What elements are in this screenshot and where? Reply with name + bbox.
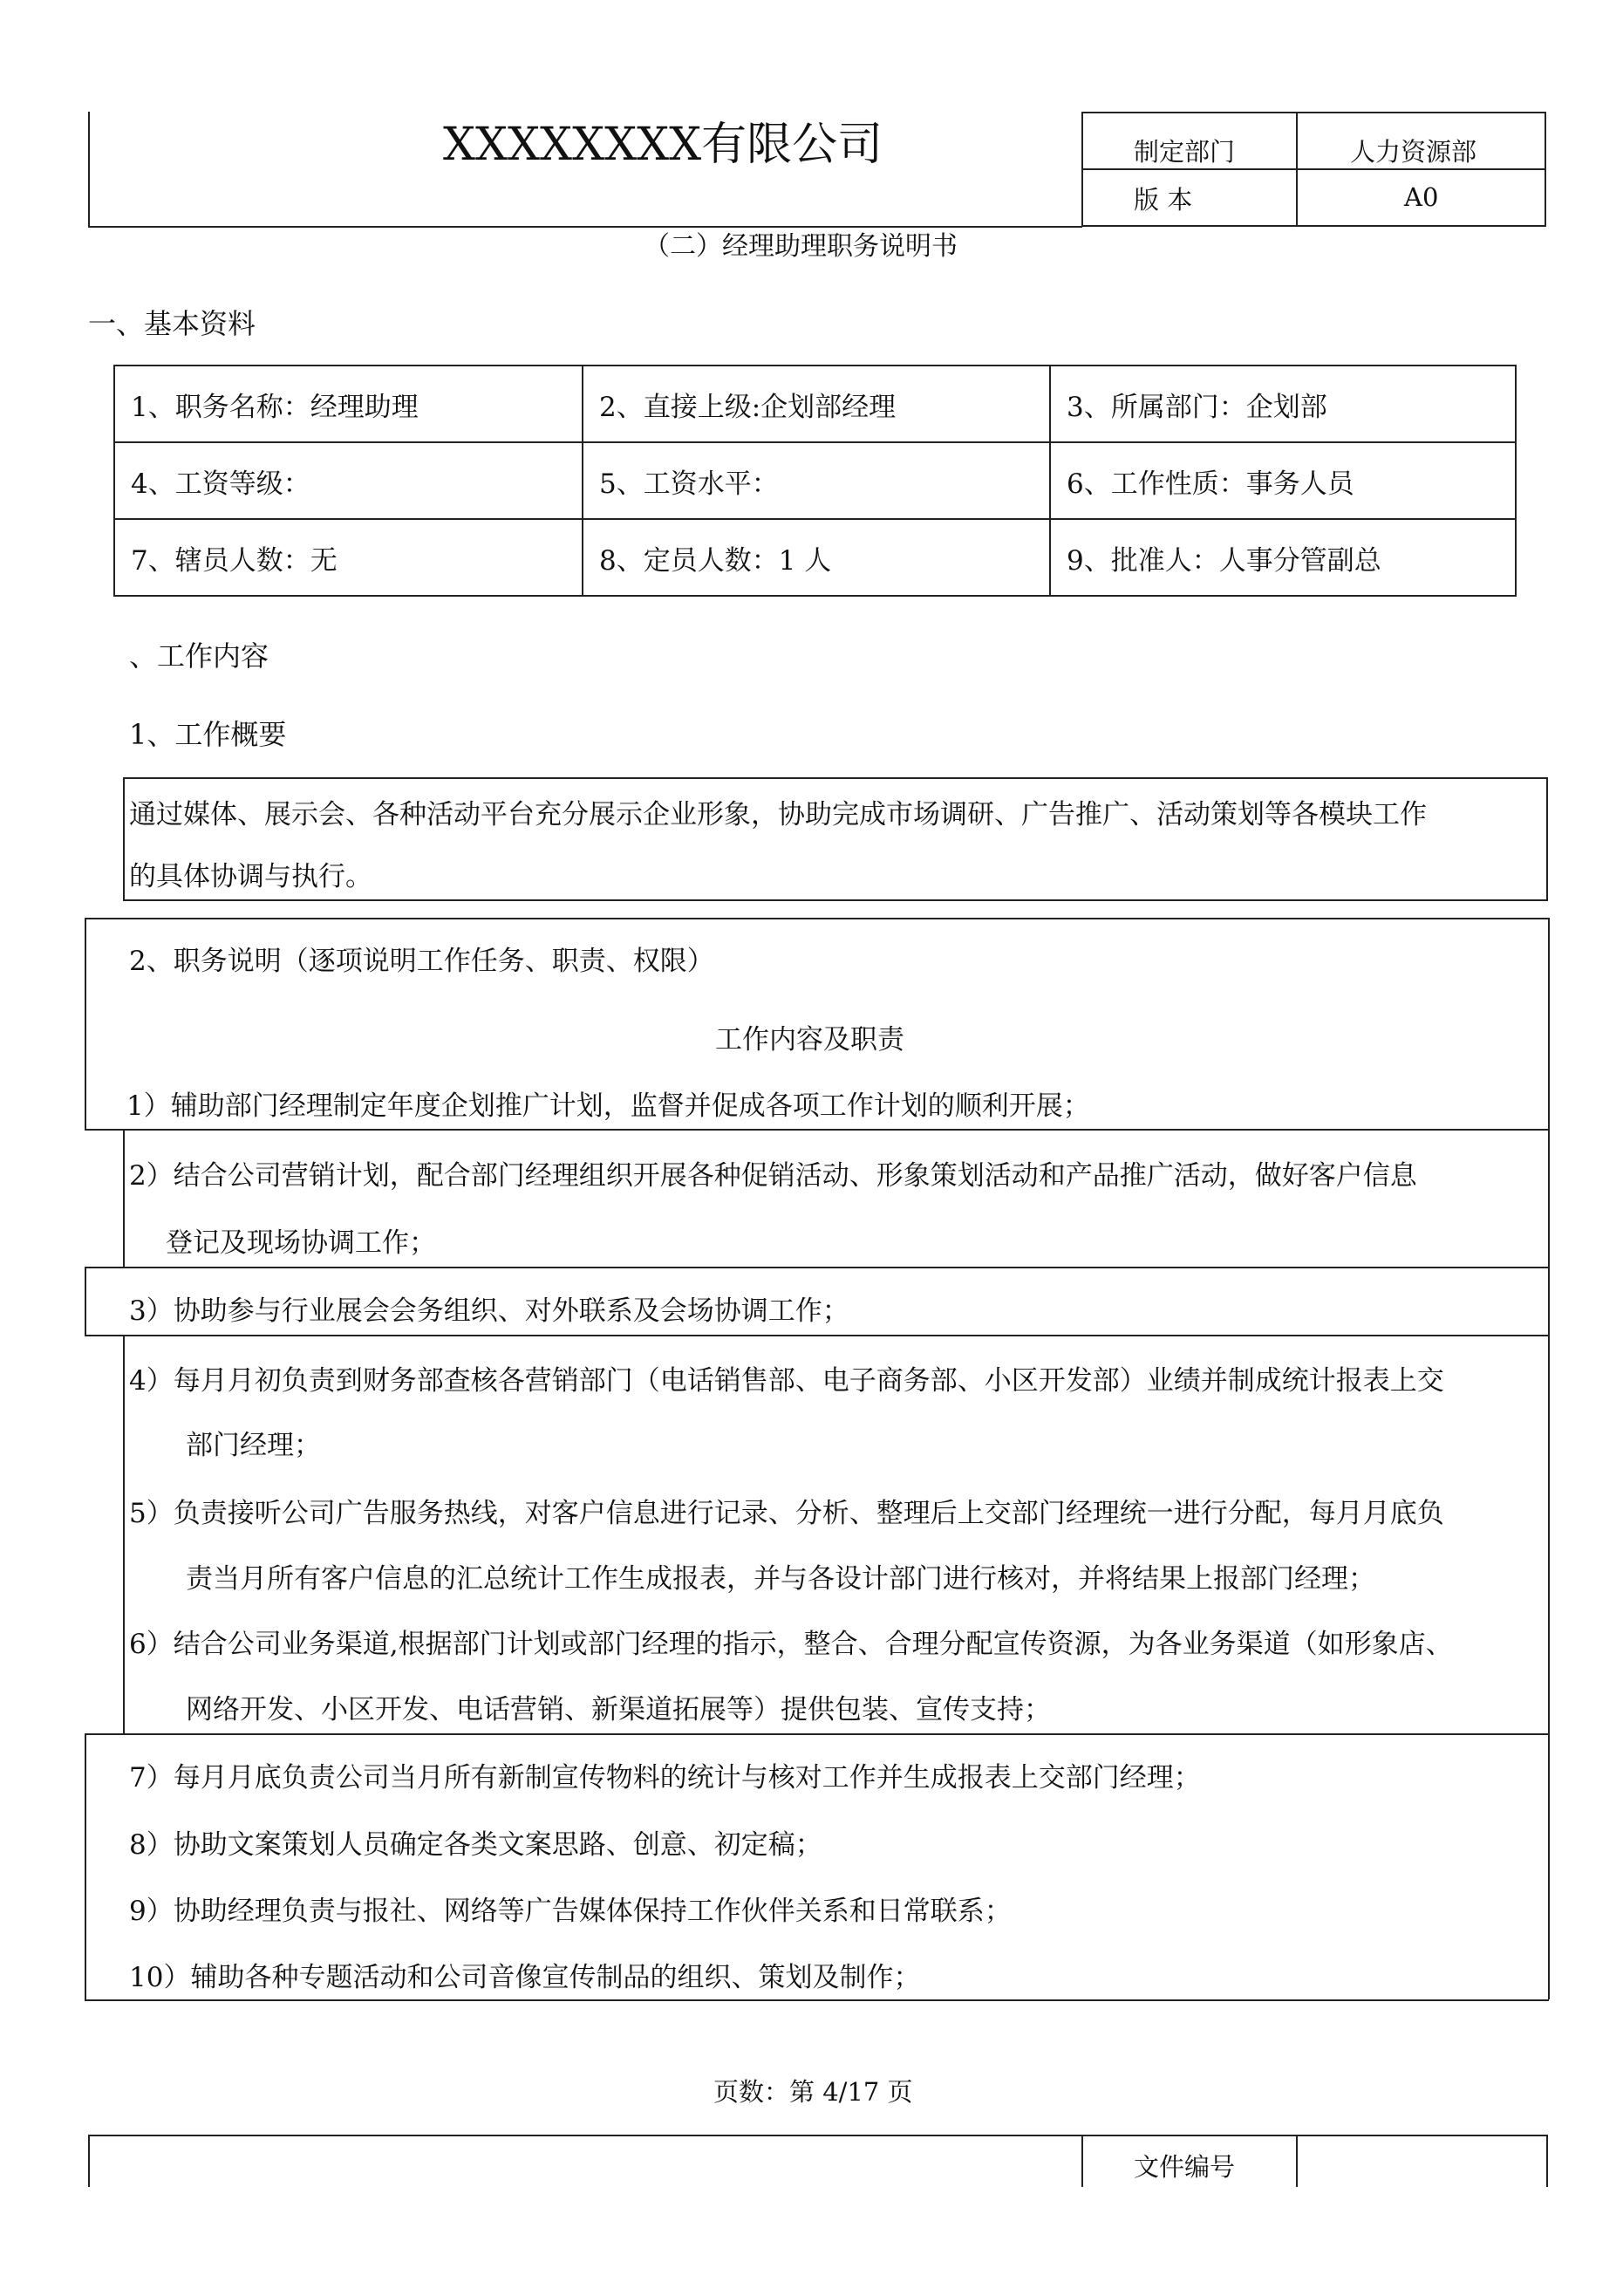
table-cell: 7、辖员人数：无 [114,519,583,596]
table-cell: 4、工资等级： [114,442,583,519]
duty-item-continued: 登记及现场协调工作； [166,1227,436,1259]
dept-value: 人力资源部 [1350,137,1477,167]
section-heading-basic: 一、基本资料 [88,307,256,340]
basic-info-table [113,365,1517,597]
table-cell: 3、所属部门：企划部 [1050,366,1516,442]
table-row [114,442,1516,519]
table-cell: 1、职务名称：经理助理 [114,366,583,442]
table-cell: 8、定员人数：1 人 [583,519,1050,596]
duties-subtitle: 工作内容及职责 [715,1024,904,1056]
document-title: （二）经理助理职务说明书 [644,231,958,262]
section-heading-work: 、工作内容 [129,639,269,673]
table-cell: 5、工资水平： [583,442,1050,519]
duty-item-continued: 责当月所有客户信息的汇总统计工作生成报表，并与各设计部门进行核对，并将结果上报部门经理； [186,1563,1375,1595]
duty-item: 4）每月月初负责到财务部查核各营销部门（电话销售部、电子商务部、小区开发部）业绩并制成统计报表上交 [129,1365,1444,1397]
file-number-label: 文件编号 [1134,2152,1236,2182]
overview-line: 的具体协调与执行。 [129,861,372,892]
version-label: 版 本 [1134,185,1193,215]
table-cell: 2、直接上级:企划部经理 [583,366,1050,442]
overview-heading: 1、工作概要 [129,718,287,751]
table-cell: 6、工作性质：事务人员 [1050,442,1516,519]
duties-heading: 2、职务说明（逐项说明工作任务、职责、权限） [129,946,714,977]
duty-item: 9）协助经理负责与报社、网络等广告媒体保持工作伙伴关系和日常联系； [129,1896,1012,1927]
table-row [114,519,1516,596]
duty-item-continued: 部门经理； [186,1430,321,1461]
duty-item: 8）协助文案策划人员确定各类文案思路、创意、初定稿； [129,1829,822,1861]
dept-label: 制定部门 [1134,137,1236,167]
overview-line: 通过媒体、展示会、各种活动平台充分展示企业形象，协助完成市场调研、广告推广、活动策划等各模块工作 [129,799,1427,830]
table-row [114,366,1516,442]
table-cell: 9、批准人：人事分管副总 [1050,519,1516,596]
page-number: 页数：第 4/17 页 [713,2077,913,2107]
duty-item: 6）结合公司业务渠道,根据部门计划或部门经理的指示，整合、合理分配宣传资源，为各业务渠道（如形象店、 [129,1629,1453,1660]
company-name: XXXXXXXX有限公司 [443,119,883,171]
version-value: A0 [1404,182,1439,212]
duty-item: 5）负责接听公司广告服务热线，对客户信息进行记录、分析、整理后上交部门经理统一进行分配，每月月底负 [129,1498,1444,1529]
duty-item: 3）协助参与行业展会会务组织、对外联系及会场协调工作； [129,1295,849,1327]
duty-item: 1）辅助部门经理制定年度企划推广计划，监督并促成各项工作计划的顺利开展； [126,1090,1090,1122]
duty-item: 7）每月月底负责公司当月所有新制宣传物料的统计与核对工作并生成报表上交部门经理； [129,1762,1201,1794]
duty-item: 10）辅助各种专题活动和公司音像宣传制品的组织、策划及制作； [129,1962,921,1993]
duty-item: 2）结合公司营销计划，配合部门经理组织开展各种促销活动、形象策划活动和产品推广活动，做好客户信息 [129,1160,1417,1192]
duty-item-continued: 网络开发、小区开发、电话营销、新渠道拓展等）提供包装、宣传支持； [186,1694,1051,1725]
